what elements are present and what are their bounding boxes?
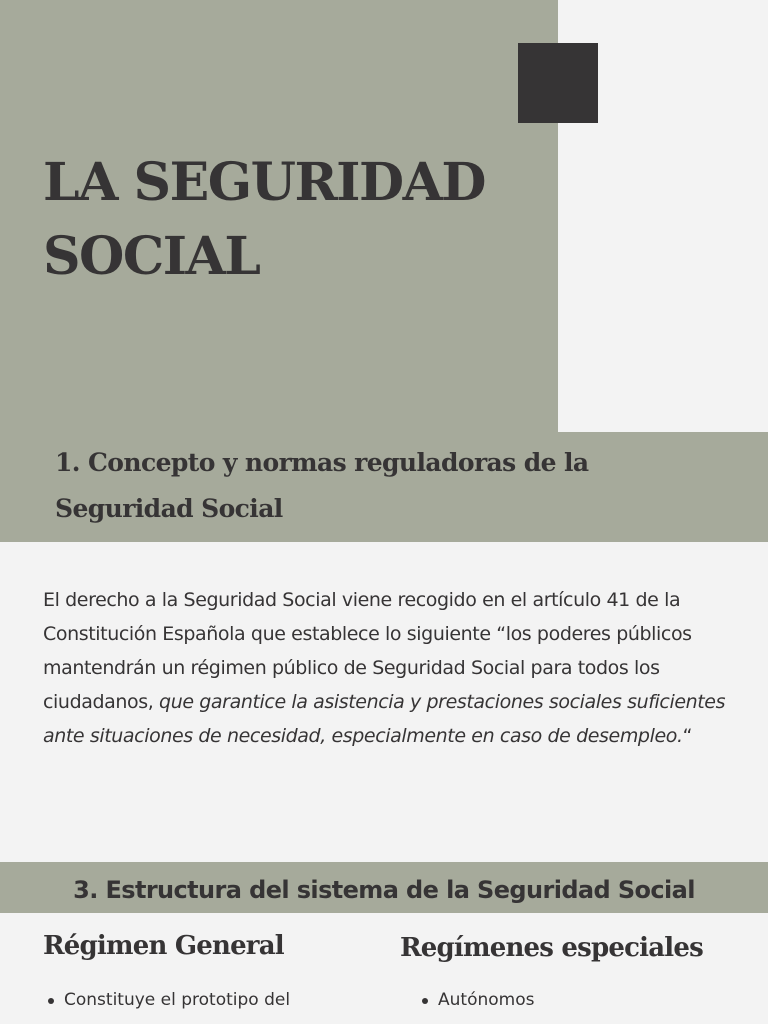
bullet-dot-icon [48,998,54,1004]
list-item-text: Constituye el prototipo del [64,990,291,1010]
decorative-square [518,43,598,123]
section1-title-line2: Seguridad Social [55,494,283,523]
section3-title: 3. Estructura del sistema de la Seguridad Social [73,876,695,904]
page-title [43,146,485,294]
list-item-text: Autónomos [438,990,535,1010]
section1-body-plain: El derecho a la Seguridad Social viene recogido en el artículo 41 de la Constitución Española que establece lo siguiente “los poderes públicos mantendrán un régimen público de Seguridad Social para todos los ciudadanos, [43,589,692,713]
section1-body-paragraph [43,583,733,753]
regimen-general-list [46,988,290,1012]
list-item [46,988,290,1012]
regimenes-especiales-list [420,988,534,1012]
regimenes-especiales-heading: Regímenes especiales [400,933,703,963]
list-item [420,988,534,1012]
section1-title [55,440,589,532]
section1-body-italic-quote: que garantice la asistencia y prestaciones sociales suficientes ante situaciones de necesidad, especialmente en caso de desempleo. [43,691,726,747]
bullet-dot-icon [422,998,428,1004]
page-title-line2: SOCIAL [43,226,260,287]
regimen-general-heading: Régimen General [43,931,284,961]
page-title-line1: LA SEGURIDAD [43,152,486,213]
section1-body-close-quote: “ [682,725,693,747]
section1-title-line1: 1. Concepto y normas reguladoras de la [55,448,589,477]
